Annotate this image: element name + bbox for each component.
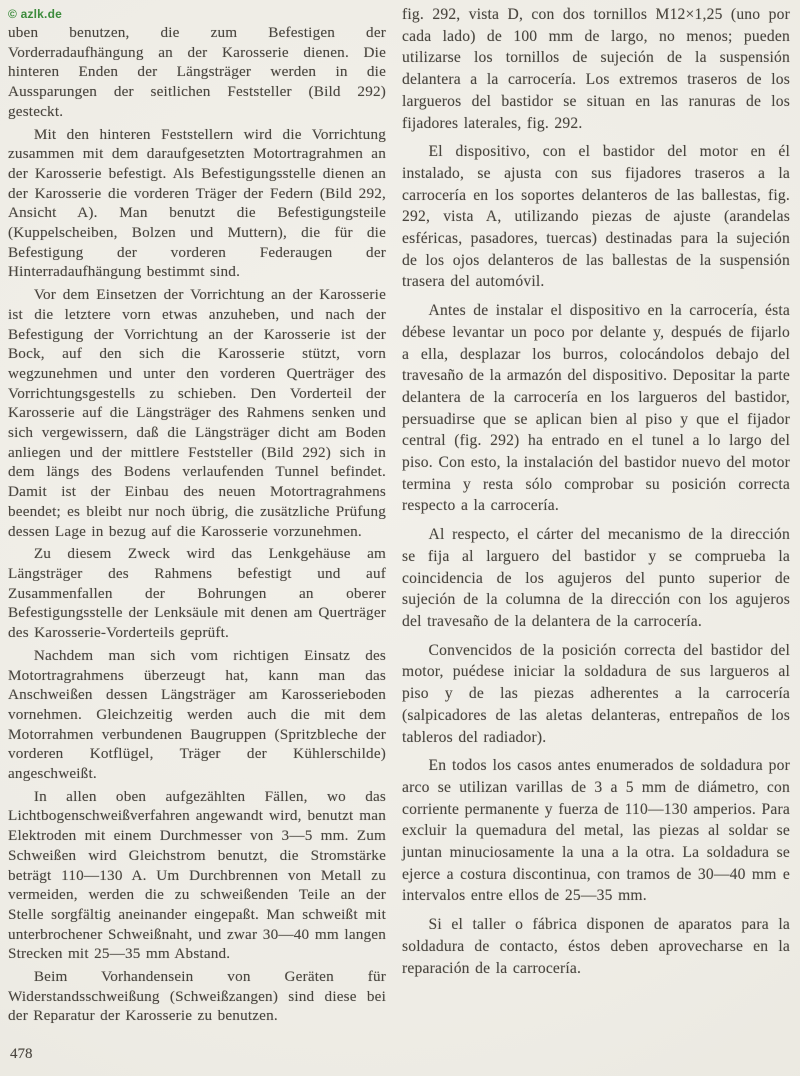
paragraph: Si el taller o fábrica disponen de aparatos para la soldadura de contacto, éstos deben aprovecharse en la reparación de la carrocería.: [402, 916, 790, 977]
left-column-german: [8, 23, 386, 1029]
paragraph: En todos los casos antes enumerados de soldadura por arco se utilizan varillas de 3 a 5 mm de diámetro, con corriente permanente y fuerza de 110—130 amperios. Para excluir la quemadura del metal, las piezas al soldar se juntan minuciosamente la una a la otra. La soldadura se ejerce a costura discontinua, con tramos de 30—40 mm e intervalos entre ellos de 25—35 mm.: [402, 757, 790, 905]
paragraph: Antes de instalar el dispositivo en la carrocería, ésta débese levantar un poco por delante y, después de fijarlo a ella, desplazar los burros, colocándolos debajo del travesaño de la armazón del dispositivo. Depositar la parte delantera de la carrocería en los largueros del bastidor, persuadirse que se aplican bien al piso y que el fijador central (fig. 292) ha entrado en el tunel a lo largo del piso. Con esto, la instalación del bastidor nuevo del motor termina y resta sólo comprobar su posición correcta respecto a la carrocería.: [402, 302, 790, 515]
right-column-spanish: [402, 4, 790, 986]
watermark-text: © azlk.de: [8, 7, 62, 21]
paragraph: fig. 292, vista D, con dos tornillos M12×1,25 (uno por cada lado) de 100 mm de largo, no menos; pueden utilizarse los tornillos de sujeción de la suspensión delantera a la carrocería. Los extremos traseros de los largueros del bastidor se situan en las ranuras de los fijadores laterales, fig. 292.: [402, 6, 790, 132]
paragraph: Vor dem Einsetzen der Vorrichtung an der Karosserie ist die letztere vorn etwas anzuheben, und nach der Befestigung der Vorrichtung an der Karosserie ist der Bock, auf den sich die Karosserie stützt, vorn wegzunehmen und unter den vorderen Querträger des Vorrichtungsgestells zu schieben. Den Vorderteil der Karosserie auf die Längsträger des Rahmens senken und sich vergewissern, daß die Längsträger dicht am Boden anliegen und der mittlere Feststeller (Bild 292) sich in dem längs des Bodens verlaufenden Tunnel befindet. Damit ist der Einbau des neuen Motortragrahmens beendet; es bleibt nur noch übrig, die zusätzliche Prüfung dessen Lage in bezug auf die Karosserie vorzunehmen.: [8, 286, 386, 540]
paragraph: Mit den hinteren Feststellern wird die Vorrichtung zusammen mit dem daraufgesetzten Motortragrahmen an der Karosserie befestigt. Als Befestigungsstelle dienen an der Karosserie die vorderen Träger der Federn (Bild 292, Ansicht A). Man benutzt die Befestigungsteile (Kuppelscheiben, Bolzen und Muttern), die für die Befestigung der vorderen Federaugen der Hinterradaufhängung bestimmt sind.: [8, 125, 386, 281]
paragraph: Nachdem man sich vom richtigen Einsatz des Motortragrahmens überzeugt hat, kann man das Anschweißen dessen Längsträger am Karosserieboden vornehmen. Gleichzeitig werden auch die mit dem Motorrahmen verbundenen Baugruppen (Spritzbleche der vorderen Kotflügel, Träger der Kühlerschilde) angeschweißt.: [8, 646, 386, 783]
paragraph: In allen oben aufgezählten Fällen, wo das Lichtbogenschweißverfahren angewandt wird, benutzt man Elektroden mit einem Durchmesser von 3—5 mm. Zum Schweißen wird Gleichstrom benutzt, die Stromstärke beträgt 110—130 A. Um Durchbrennen von Metall zu vermeiden, werden die zu schweißenden Teile an der Stelle sorgfältig aneinander eingepaßt. Man schweißt mit unterbrochener Schweißnaht, und zwar 30—40 mm langen Strecken mit 25—35 mm Abstand.: [8, 787, 386, 963]
paragraph: Al respecto, el cárter del mecanismo de la dirección se fija al larguero del bastidor y se comprueba la coincidencia de los agujeros del punto superior de sujeción de la columna de la dirección con los agujeros del travesaño de la delantera de la carrocería.: [402, 526, 790, 630]
page-number: 478: [10, 1046, 33, 1062]
paragraph: Zu diesem Zweck wird das Lenkgehäuse am Längsträger des Rahmens befestigt und auf Zusammenfallen der Bohrungen an oberer Befestigungsstelle der Lenksäule mit denen am Querträger des Karosserie-Vorderteils geprüft.: [8, 545, 386, 642]
paragraph: El dispositivo, con el bastidor del motor en él instalado, se ajusta con sus fijadores traseros a la carrocería en los soportes delanteros de las ballestas, fig. 292, vista A, utilizando piezas de ajuste (arandelas esféricas, pasadores, tuercas) destinadas para la sujeción de los ojos delanteros de las ballestas de la suspensión trasera del automóvil.: [402, 143, 790, 291]
paragraph: uben benutzen, die zum Befestigen der Vorderradaufhängung an der Karosserie dienen. Die hinteren Enden der Längsträger werden in die Aussparungen der seitlichen Feststeller (Bild 292) gesteckt.: [8, 24, 386, 120]
paragraph: Beim Vorhandensein von Geräten für Widerstandsschweißung (Schweißzangen) sind diese bei der Reparatur der Karosserie zu benutzen.: [8, 968, 386, 1025]
paragraph: Convencidos de la posición correcta del bastidor del motor, puédese iniciar la soldadura de sus largueros al piso y de las piezas adherentes a la carrocería (salpicadores de las aletas delanteras, entrepaños de los tableros del radiador).: [402, 641, 790, 746]
